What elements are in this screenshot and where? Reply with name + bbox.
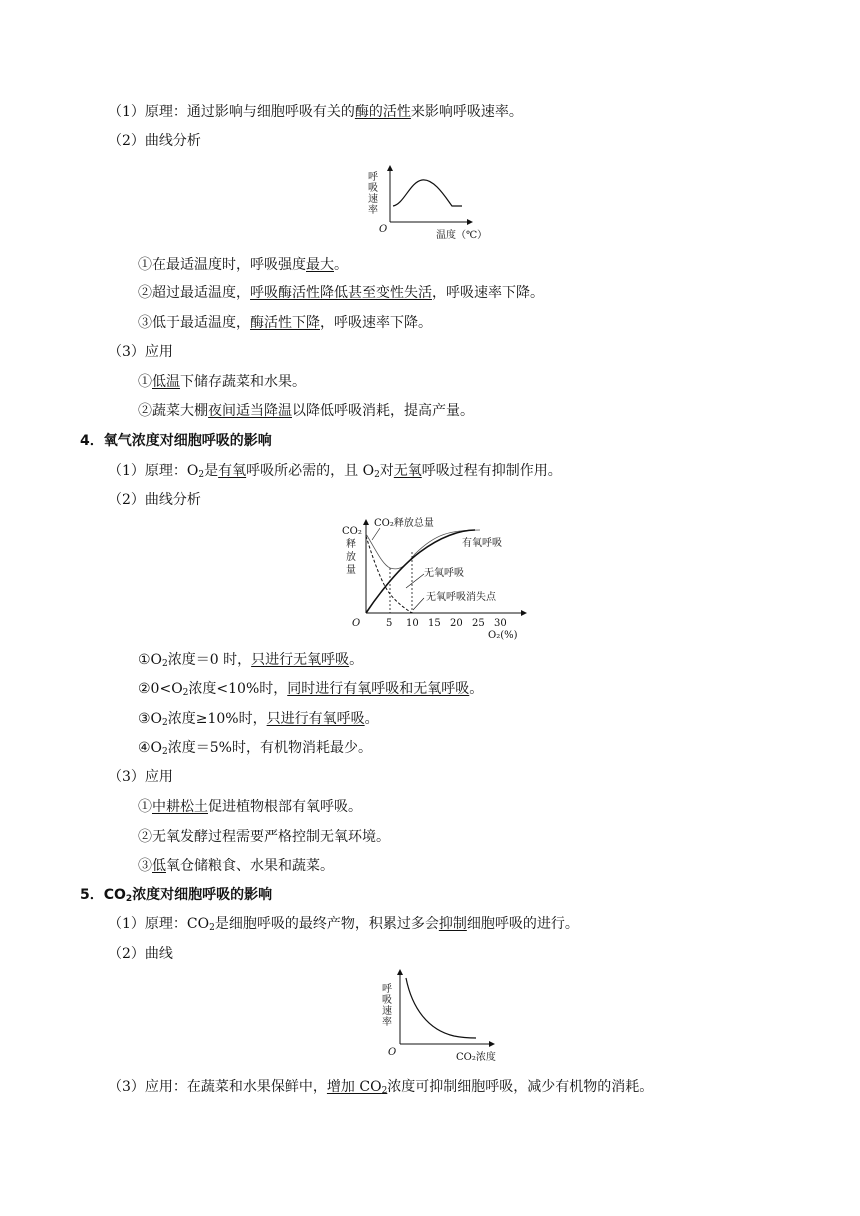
temp-app-2: ②蔬菜大棚夜间适当降温以降低呼吸消耗，提高产量。 (138, 403, 474, 419)
temp-point-3: ③低于最适温度，酶活性下降，呼吸速率下降。 (138, 315, 432, 331)
anaerobic-curve (366, 536, 412, 613)
leader-vanish (413, 598, 424, 610)
y-label-4: 率 (382, 1017, 392, 1028)
x-tick-15: 15 (428, 618, 441, 629)
temperature-curve (393, 180, 462, 206)
y-label-1: CO₂ (342, 526, 362, 537)
oxygen-heading: 4．氧气浓度对细胞呼吸的影响 (80, 433, 272, 449)
y-label-4: 率 (368, 205, 378, 216)
oxygen-principle: （1）原理：$O_2$是有氧呼吸所必需的，且 $O_2$对无氧呼吸过程有抑制作用。 (108, 463, 562, 480)
oxygen-app-2: ②无氧发酵过程需要严格控制无氧环境。 (138, 829, 390, 845)
co2-curve (406, 978, 476, 1038)
label-vanish: 无氧呼吸消失点 (426, 592, 496, 603)
oxygen-app-1: ①中耕松土促进植物根部有氧呼吸。 (138, 799, 362, 815)
temp-point-2: ②超过最适温度，呼吸酶活性降低甚至变性失活，呼吸速率下降。 (138, 285, 544, 301)
temp-curve-title: （2）曲线分析 (108, 133, 201, 149)
temp-point-1: ①在最适温度时，呼吸强度最大。 (138, 257, 348, 273)
co2-principle: （1）原理：$CO_2$是细胞呼吸的最终产物，积累过多会抑制细胞呼吸的进行。 (108, 916, 579, 933)
x-axis-label: 温度（℃） (436, 230, 488, 241)
co2-curve-title: （2）曲线 (108, 946, 173, 962)
x-tick-20: 20 (450, 618, 463, 629)
x-axis-label: CO₂浓度 (456, 1052, 496, 1063)
origin-label: O (388, 1047, 397, 1058)
y-label-1: 呼 (368, 172, 378, 183)
origin-label: O (352, 618, 361, 629)
temp-app-title: （3）应用 (108, 344, 173, 360)
leader-total (372, 528, 380, 540)
origin-label: O (379, 224, 388, 235)
label-aerobic: 有氧呼吸 (462, 538, 502, 549)
y-label-2: 释 (346, 539, 356, 550)
oxygen-app-3: ③低氧仓储粮食、水果和蔬菜。 (138, 858, 334, 874)
leader-anaerobic (406, 574, 424, 588)
x-tick-30: 30 (494, 618, 507, 629)
oxygen-app-title: （3）应用 (108, 769, 173, 785)
x-tick-25: 25 (472, 618, 485, 629)
label-co2-total: CO₂释放总量 (374, 518, 434, 529)
oxygen-curve-title: （2）曲线分析 (108, 492, 201, 508)
x-tick-10: 10 (406, 618, 419, 629)
oxygen-chart (340, 512, 530, 642)
label-anaerobic: 无氧呼吸 (424, 568, 464, 579)
x-tick-5: 5 (386, 618, 393, 629)
x-axis-label: O₂(%) (488, 630, 518, 641)
y-label-3: 速 (368, 194, 378, 205)
temperature-chart (366, 162, 488, 242)
oxygen-point-2: $②0<O_2$浓度<10%时，同时进行有氧呼吸和无氧呼吸。 (138, 681, 484, 698)
oxygen-point-4: $④O_2$浓度＝5%时，有机物消耗最少。 (138, 740, 372, 757)
y-label-2: 吸 (368, 183, 378, 194)
y-label-1: 呼 (382, 984, 392, 995)
temp-app-1: ①低温下储存蔬菜和水果。 (138, 374, 306, 390)
co2-chart (378, 968, 498, 1064)
co2-application: （3）应用：在蔬菜和水果保鲜中，增加 $CO_2$浓度可抑制细胞呼吸，减少有机物的消耗。 (108, 1079, 654, 1096)
y-label-4: 量 (346, 565, 356, 576)
y-label-2: 吸 (382, 995, 392, 1006)
co2-heading: 5．$CO_2$浓度对细胞呼吸的影响 (80, 887, 273, 904)
oxygen-point-3: $③O_2$浓度≥10%时，只进行有氧呼吸。 (138, 711, 379, 728)
y-label-3: 速 (382, 1006, 392, 1017)
y-label-3: 放 (346, 552, 356, 563)
oxygen-point-1: $①O_2$浓度＝0 时，只进行无氧呼吸。 (138, 652, 364, 669)
temp-principle: （1）原理：通过影响与细胞呼吸有关的酶的活性来影响呼吸速率。 (108, 104, 523, 120)
